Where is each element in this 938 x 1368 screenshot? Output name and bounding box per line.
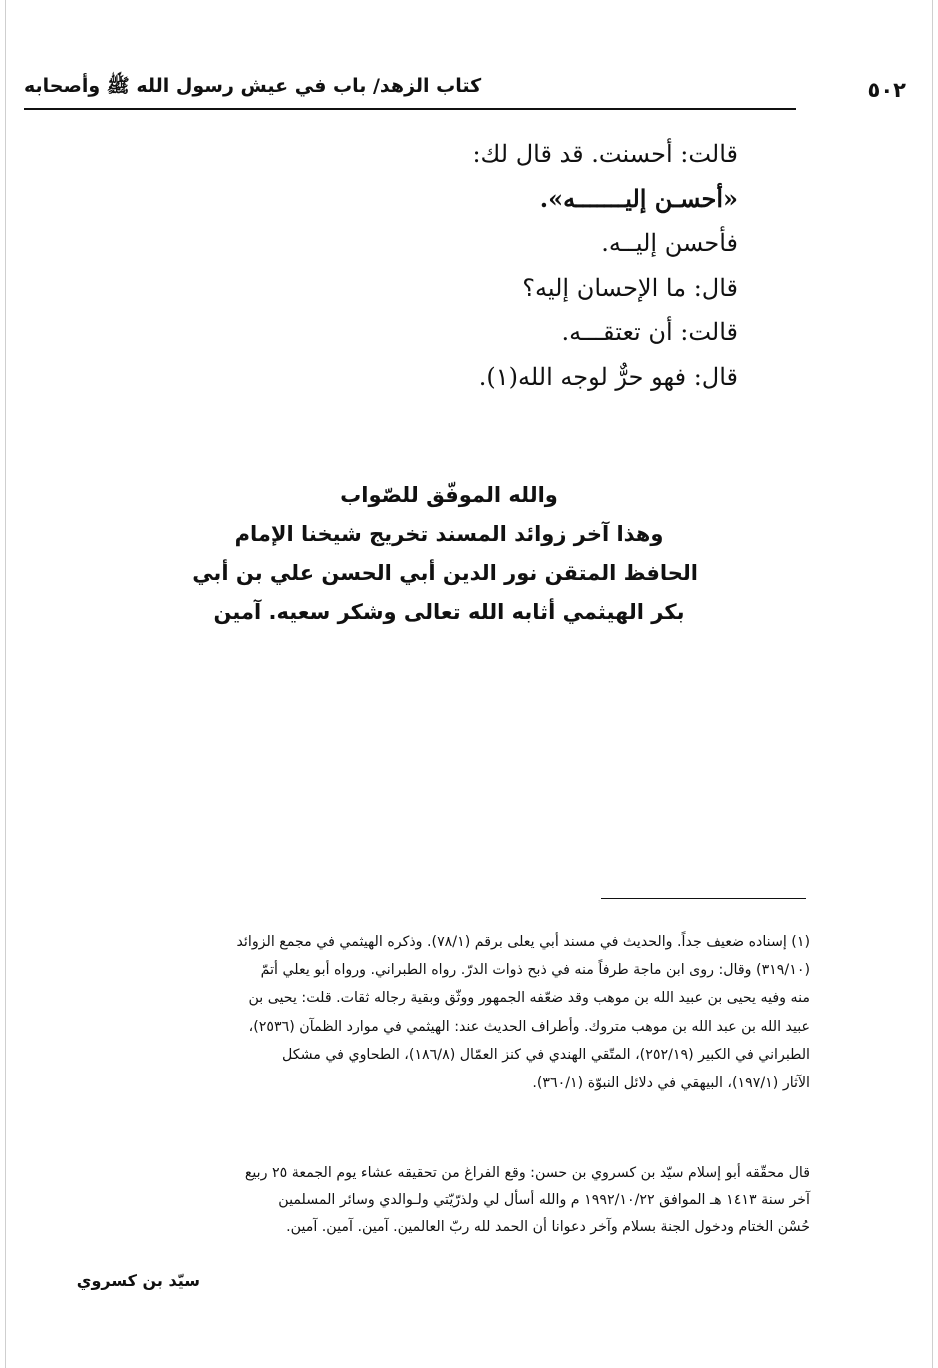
colophon-line: وهذا آخر زوائد المسند تخريج شيخنا الإمام	[234, 522, 664, 546]
page-number: ٥٠٢	[867, 78, 906, 102]
footnote	[70, 928, 810, 1097]
closing-line: حُسْن الختام ودخول الجنة بسلام وآخر دعوانا أن الحمد لله ربّ العالمين. آمين. آمين. آمين.	[286, 1219, 810, 1235]
footnote-line: (٣١٩/١٠) وقال: روى ابن ماجة طرفاً منه في ذبح ذوات الدرّ. رواه الطبراني. ورواه أبو يعلي أتمّ	[260, 962, 810, 979]
footnote-line: الطبراني في الكبير (٢٥٢/١٩)، المتّقي الهندي في كنز العمّال (١٨٦/٨)، الطحاوي في مشكل	[282, 1046, 810, 1063]
colophon-line: والله الموفّق للصّواب	[340, 483, 558, 507]
closing-line: آخر سنة ١٤١٣ هـ الموافق ١٩٩٢/١٠/٢٢ م والله أسأل لي ولذرّيّتي ولـوالدي وسائر المسلمين	[278, 1192, 810, 1208]
dialogue-line: قالت: أحسنت. قد قال لك:	[472, 140, 738, 168]
page-header	[24, 68, 906, 110]
closing-line: قال محقّقه أبو إسلام سيّد بن كسروي بن حسن: وقع الفراغ من تحقيقه عشاء يوم الجمعة ٢٥ ربيع	[244, 1165, 810, 1181]
running-title: كتاب الزهد/ باب في عيش رسول الله ﷺ وأصحابه	[24, 75, 482, 97]
footnote-line: عبيد الله بن عبد الله بن موهب متروك. وأطراف الحديث عند: الهيثمي في موارد الظمآن (٢٥٣٦)،	[248, 1018, 810, 1035]
scan-edge-right	[932, 0, 933, 1368]
footnote-line: (١) إسناده ضعيف جداً. والحديث في مسند أبي يعلى برقم (٧٨/١). وذكره الهيثمي في مجمع الزوائد	[236, 934, 810, 950]
colophon	[192, 476, 698, 632]
footnote-line: منه وفيه يحيى بن عبيد الله بن موهب وقد ضعّفه الجمهور ووثّق وبقية رجاله ثقات. قلت: يحيى بن	[248, 990, 810, 1007]
editor-signature: سيّد بن كسروي	[76, 1271, 200, 1290]
scan-edge-left	[5, 0, 6, 1368]
colophon-line: الحافظ المتقن نور الدين أبي الحسن علي بن أبي	[192, 561, 698, 585]
editor-closing-note	[70, 1160, 810, 1241]
dialogue-line: قال: ما الإحسان إليه؟	[522, 273, 738, 302]
dialogue-text	[138, 132, 738, 400]
hadith-quote: «أحسـن إليـــــــه».	[539, 183, 738, 213]
dialogue-line: قال: فهو حرٌّ لوجه الله(١).	[478, 362, 738, 391]
colophon-line: بكر الهيثمي أثابه الله تعالى وشكر سعيه. آمين	[213, 600, 685, 624]
footnote-line: الآثار (١٩٧/١)، البيهقي في دلائل النبوّة (٣٦٠/١).	[532, 1075, 810, 1092]
dialogue-line: قالت: أن تعتقـــه.	[561, 318, 738, 347]
footnote-separator	[601, 898, 806, 899]
dialogue-line: فأحسن إليــه.	[601, 229, 738, 258]
